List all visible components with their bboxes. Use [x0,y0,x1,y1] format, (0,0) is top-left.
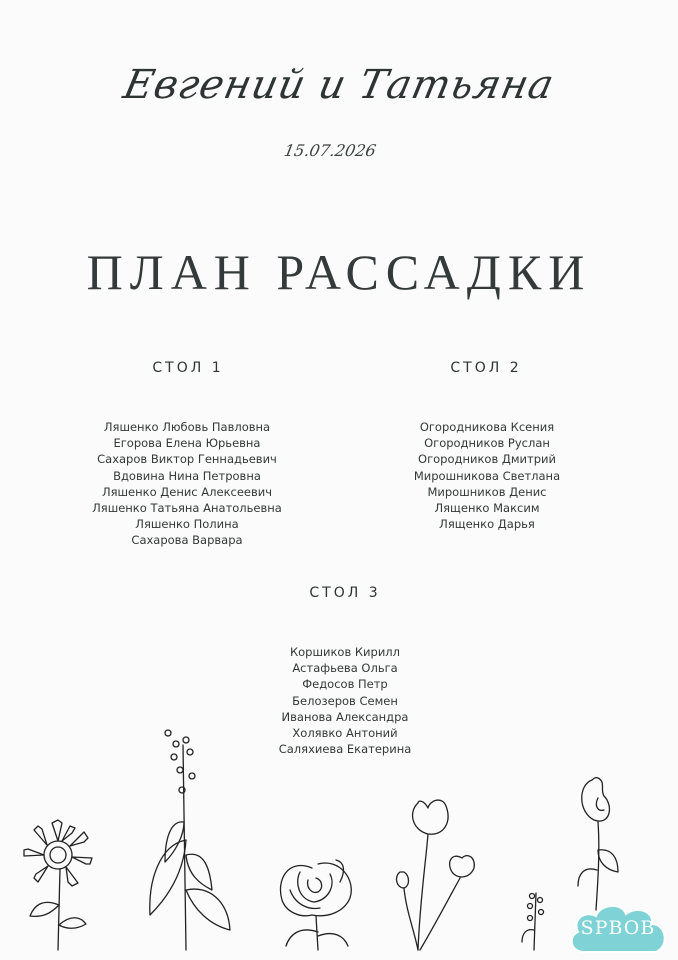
guest-name: Лященко Дарья [439,517,535,532]
guest-name: Ляшенко Денис Алексеевич [101,484,273,499]
guest-name: Астафьева Ольга [292,661,398,676]
guest-name: Сахаров Виктор Геннадьевич [97,452,277,467]
peony-icon [280,860,351,950]
daisy-icon [24,820,92,950]
guest-name: Коршиков Кирилл [289,645,401,659]
poppy-icon [397,800,475,950]
table-2-guest-list [357,419,617,532]
table-3-title: СТОЛ 3 [309,585,381,601]
table-1-title: СТОЛ 1 [152,360,224,376]
guest-name: Мирошникова Светлана [413,468,561,483]
guest-name: Ляшенко Полина [135,517,239,532]
guest-name: Холявко Антоний [292,726,398,741]
table-2-title: СТОЛ 2 [450,360,522,376]
calla-lily-icon [578,778,618,910]
guest-name: Сахарова Варвара [131,533,243,548]
guest-name: Саляхиева Екатерина [278,742,412,757]
guest-name: Огородников Дмитрий [418,452,556,467]
event-date: 15.07.2026 [282,141,378,160]
table-1-guest-list [57,419,317,549]
guest-name: Лященко Максим [434,501,540,516]
couple-names: Евгений и Татьяна [119,62,559,108]
guest-name: Ляшенко Любовь Павловна [103,420,271,434]
sprig-icon [150,730,230,950]
guest-name: Ляшенко Татьяна Анатольевна [92,501,282,516]
guest-name: Белозеров Семен [292,693,398,708]
small-sprig-icon [522,893,544,950]
watermark-text: SPBOB [580,917,656,939]
guest-name: Иванова Александра [281,709,409,724]
page-heading: ПЛАН РАССАДКИ [86,244,592,300]
guest-name: Огородников Руслан [424,436,550,451]
guest-name: Огородникова Ксения [419,420,555,434]
guest-name: Вдовина Нина Петровна [113,468,261,483]
guest-name: Федосов Петр [302,677,388,692]
guest-name: Егорова Елена Юрьевна [113,436,261,451]
guest-name: Мирошников Денис [427,484,547,499]
